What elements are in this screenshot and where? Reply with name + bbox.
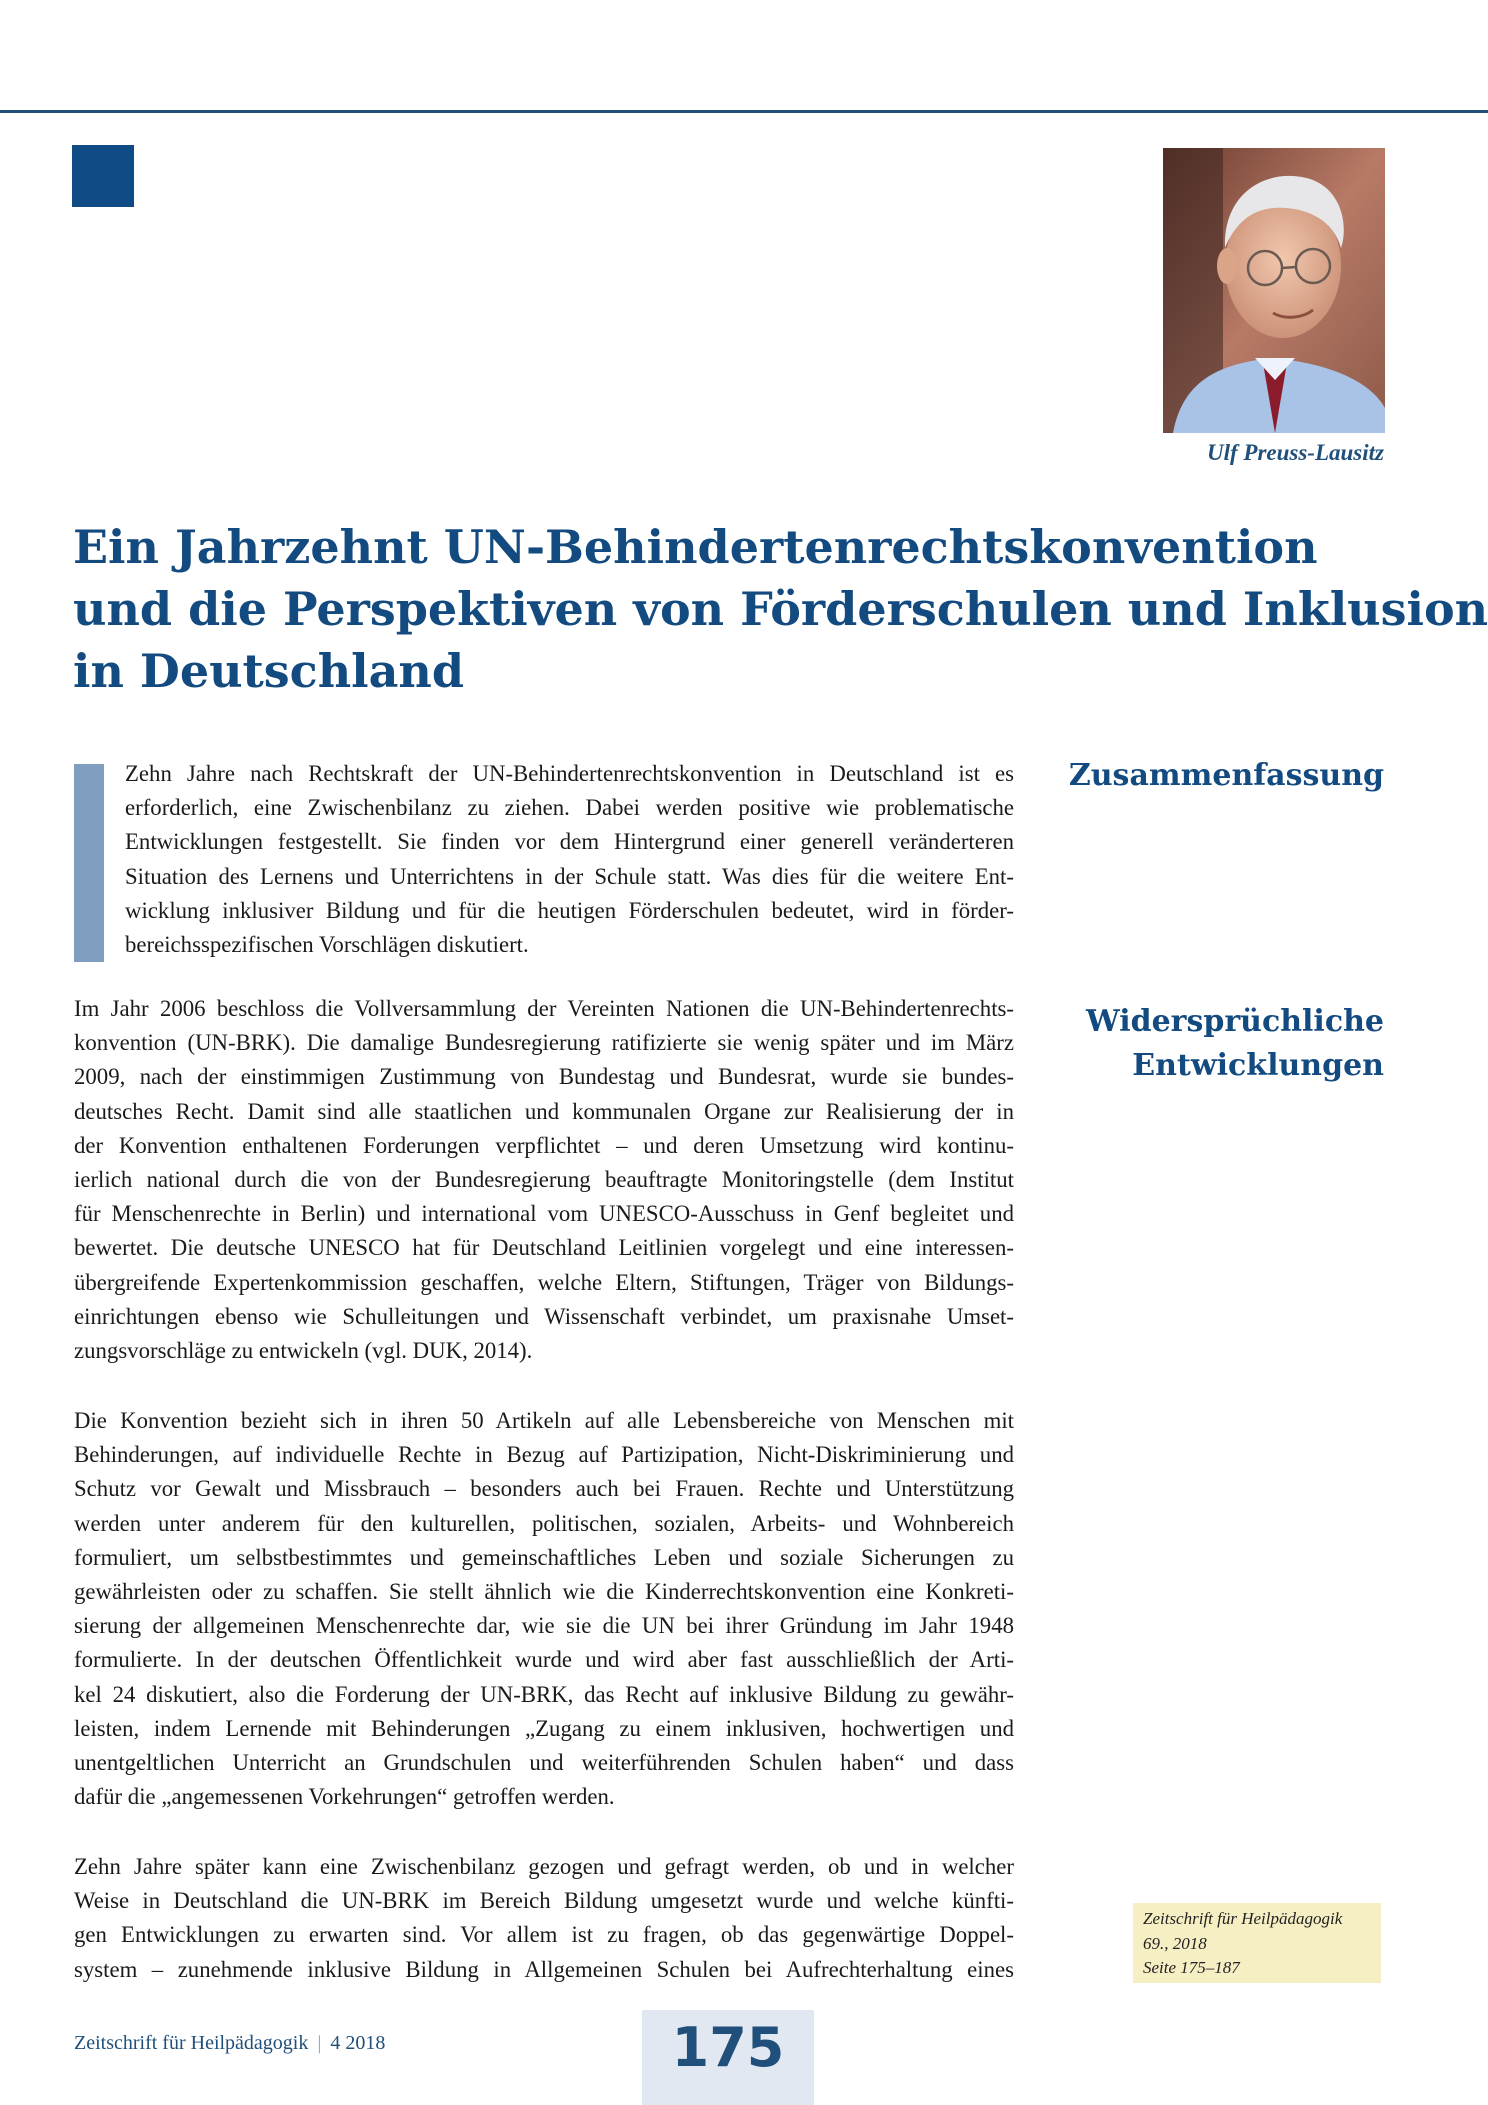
text-line: system – zunehmende inklusive Bildung in Allgemeinen Schulen bei Aufrechterhaltung eines xyxy=(74,1956,1014,1982)
abstract-accent-bar xyxy=(74,764,104,962)
text-line: konvention (UN-BRK). Die damalige Bundesregierung ratifizierte sie wenig später und im März xyxy=(74,1030,1014,1056)
text-line: dafür die „angemessenen Vorkehrungen“ getroffen werden. xyxy=(74,1784,615,1810)
journal-reference-line: 69., 2018 xyxy=(1143,1933,1207,1953)
text-line: gen Entwicklungen zu erwarten sind. Vor allem ist zu fragen, ob das gegenwärtige Doppel- xyxy=(74,1922,1014,1948)
page-number: 175 xyxy=(671,2016,785,2079)
text-line: Entwicklungen festgestellt. Sie finden vor dem Hintergrund einer generell veränderteren xyxy=(125,829,1014,855)
side-heading-line: Widersprüchliche xyxy=(1086,1004,1384,1039)
text-line: Die Konvention bezieht sich in ihren 50 Artikeln auf alle Lebensbereiche von Menschen mit xyxy=(74,1408,1014,1433)
journal-reference-line: Seite 175–187 xyxy=(1143,1958,1240,1977)
page-footer xyxy=(74,2032,385,2055)
text-line: deutsches Recht. Damit sind alle staatlichen und kommunalen Organe zur Realisierung der in xyxy=(74,1098,1014,1124)
text-line: erforderlich, eine Zwischenbilanz zu ziehen. Dabei werden positive wie problematische xyxy=(125,795,1014,821)
text-line: Im Jahr 2006 beschloss die Vollversammlung der Vereinten Nationen die UN-Behindertenrechts- xyxy=(74,996,1014,1021)
text-line: für Menschenrechte in Berlin) und international vom UNESCO-Ausschuss in Genf begleitet und xyxy=(74,1201,1014,1227)
side-heading-contradictory xyxy=(1086,1000,1384,1088)
text-line: formulierte. In der deutschen Öffentlichkeit wurde und wird aber fast ausschließlich der Arti- xyxy=(74,1647,1014,1673)
article-title xyxy=(73,516,1488,702)
body-paragraph-2 xyxy=(74,1404,1014,1814)
abstract-text xyxy=(125,757,1014,962)
side-heading-line: Entwicklungen xyxy=(1132,1048,1384,1083)
body-paragraph-1 xyxy=(74,992,1014,1368)
author-portrait xyxy=(1163,148,1385,433)
text-line: gewährleisten oder zu schaffen. Sie stellt ähnlich wie die Kinderrechtskonvention eine Konkreti- xyxy=(74,1578,1014,1604)
top-rule xyxy=(0,110,1488,113)
text-line: Weise in Deutschland die UN-BRK im Bereich Bildung umgesetzt wurde und welche künfti- xyxy=(74,1888,1014,1914)
author-name: Ulf Preuss-Lausitz xyxy=(1207,440,1384,465)
text-line: 2009, nach der einstimmigen Zustimmung von Bundestag und Bundesrat, wurde sie bundes- xyxy=(74,1064,1014,1090)
text-line: Behinderungen, auf individuelle Rechte in Bezug auf Partizipation, Nicht-Diskriminierung und xyxy=(74,1442,1014,1468)
text-line: unentgeltlichen Unterricht an Grundschulen und weiterführenden Schulen haben“ und dass xyxy=(74,1749,1014,1775)
text-line: einrichtungen ebenso wie Schulleitungen und Wissenschaft verbindet, um praxisnahe Umset- xyxy=(74,1303,1014,1329)
side-heading-line: Zusammenfassung xyxy=(1068,758,1384,793)
text-line: werden unter anderem für den kulturellen, politischen, sozialen, Arbeits- und Wohnbereich xyxy=(74,1510,1014,1536)
text-line: zungsvorschläge zu entwickeln (vgl. DUK, 2014). xyxy=(74,1337,533,1363)
journal-reference-box xyxy=(1133,1903,1381,1983)
section-marker-square xyxy=(72,145,134,207)
text-line: Situation des Lernens und Unterrichtens in der Schule statt. Was dies für die weitere Ent- xyxy=(125,863,1014,889)
footer-separator: | xyxy=(317,2032,322,2054)
title-line: Ein Jahrzehnt UN-Behindertenrechtskonvention xyxy=(73,520,1318,574)
text-line: kel 24 diskutiert, also die Forderung der UN-BRK, das Recht auf inklusive Bildung zu gewähr- xyxy=(74,1681,1014,1707)
title-line: in Deutschland xyxy=(73,644,465,698)
journal-reference-line: Zeitschrift für Heilpädagogik xyxy=(1143,1909,1343,1928)
body-paragraph-3 xyxy=(74,1850,1014,1987)
text-line: formuliert, um selbstbestimmtes und gemeinschaftliches Leben und soziale Sicherungen zu xyxy=(74,1544,1014,1570)
footer-journal: Zeitschrift für Heilpädagogik xyxy=(74,2032,309,2054)
text-line: übergreifende Expertenkommission geschaffen, welche Eltern, Stiftungen, Träger von Bildungs- xyxy=(74,1269,1014,1295)
text-line: Schutz vor Gewalt und Missbrauch – besonders auch bei Frauen. Rechte und Unterstützung xyxy=(74,1476,1014,1502)
text-line: Zehn Jahre nach Rechtskraft der UN-Behindertenrechtskonvention in Deutschland ist es xyxy=(125,761,1014,786)
title-line: und die Perspektiven von Förderschulen und Inklusion xyxy=(73,582,1488,636)
text-line: bewertet. Die deutsche UNESCO hat für Deutschland Leitlinien vorgelegt und eine interessen- xyxy=(74,1235,1014,1261)
side-heading-summary xyxy=(1069,754,1384,798)
text-line: der Konvention enthaltenen Forderungen verpflichtet – und deren Umsetzung wird kontinu- xyxy=(74,1132,1014,1158)
text-line: wicklung inklusiver Bildung und für die heutigen Förderschulen bedeutet, wird in förder- xyxy=(125,897,1014,923)
text-line: sierung der allgemeinen Menschenrechte dar, wie sie die UN bei ihrer Gründung im Jahr 1948 xyxy=(74,1613,1014,1639)
text-line: Zehn Jahre später kann eine Zwischenbilanz gezogen und gefragt werden, ob und in welcher xyxy=(74,1854,1014,1879)
text-line: ierlich national durch die von der Bundesregierung beauftragte Monitoringstelle (dem Institut xyxy=(74,1166,1014,1192)
text-line: leisten, indem Lernende mit Behinderungen „Zugang zu einem inklusiven, hochwertigen und xyxy=(74,1715,1014,1741)
text-line: bereichsspezifischen Vorschlägen diskutiert. xyxy=(125,931,529,957)
footer-issue: 4 2018 xyxy=(330,2032,386,2054)
